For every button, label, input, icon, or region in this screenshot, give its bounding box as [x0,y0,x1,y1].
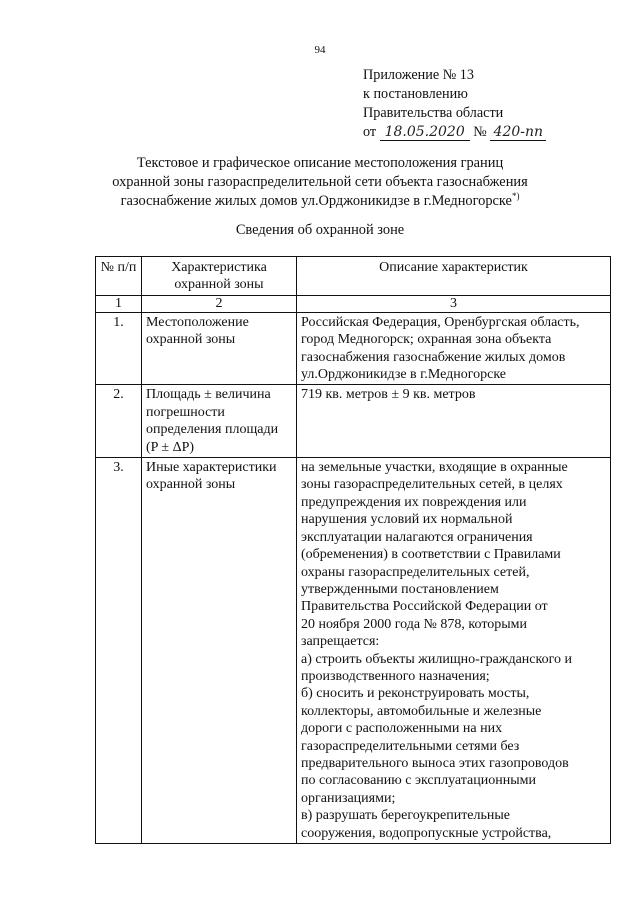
description-line: а) строить объекты жилищно-гражданского и [301,651,572,667]
header-characteristic: Характеристика охранной зоны [142,257,297,296]
description-line: охраны газораспределительных сетей, [301,564,530,580]
column-number-row [96,295,611,312]
description-line: утвержденными постановлением [301,581,499,597]
row-description: Российская Федерация, Оренбургская область, город Медногорск; охранная зона объекта газоснабжения газоснабжение жилых домов ул.Орджоникидзе в г.Медногорске [297,312,611,385]
handwritten-date: 18.05.2020 [380,125,470,141]
description-line: предупреждения их повреждения или [301,494,527,510]
appendix-line-3: Правительства области [363,105,504,121]
description-line: газораспределительными сетями без [301,738,520,754]
zone-table [95,256,611,844]
description-line: (обременения) в соответствии с Правилами [301,547,561,563]
document-title [0,154,640,211]
description-line: б) сносить и реконструировать мосты, [301,686,530,702]
row-number: 3. [96,458,142,844]
appendix-date-line [363,123,546,142]
table-row [96,385,611,458]
row-description: 719 кв. метров ± 9 кв. метров [297,385,611,458]
handwritten-number: 420-пп [490,125,546,141]
description-line: запрещается: [301,634,380,650]
footnote-mark: *) [511,191,520,201]
description-line: 20 ноября 2000 года № 878, которыми [301,616,528,632]
row-number: 1. [96,312,142,385]
row-characteristic: Местоположение охранной зоны [142,312,297,385]
description-line: производственного назначения; [301,668,490,684]
section-title: Сведения об охранной зоне [235,222,405,238]
row-number: 2. [96,385,142,458]
description-line: коллекторы, автомобильные и железные [301,703,542,719]
table-header-row [96,257,611,296]
appendix-line-2: к постановлению [363,86,468,102]
header-description: Описание характеристик [297,257,611,296]
title-line-3 [0,192,640,211]
description-line: нарушения условий их нормальной [301,512,513,528]
table-row [96,458,611,844]
title-line-3-text: газоснабжение жилых домов ул.Орджоникидзе в г.Медногорске [120,193,512,209]
number-label: № [473,124,487,140]
description-line: в) разрушать берегоукрепительные [301,808,511,824]
description-line: дороги с расположенными на них [301,721,503,737]
row-description [297,458,611,844]
description-line: на земельные участки, входящие в охранные [301,460,568,476]
column-number-2: 2 [142,295,297,312]
description-line: сооружения, водопропускные устройства, [301,825,552,841]
appendix-block [363,66,546,142]
header-number: № п/п [96,257,142,296]
description-line: Правительства Российской Федерации от [301,599,548,615]
row-characteristic: Иные характеристики охранной зоны [142,458,297,844]
description-line: по согласованию с эксплуатационными [301,773,536,789]
title-line-1: Текстовое и графическое описание местоположения границ [136,155,504,171]
row-characteristic: Площадь ± величина погрешности определения площади (P ± ΔP) [142,385,297,458]
from-label: от [363,124,377,140]
title-line-2: охранной зоны газораспределительной сети объекта газоснабжения [112,174,528,190]
table-row [96,312,611,385]
appendix-line-1: Приложение № 13 [363,67,474,83]
column-number-3: 3 [297,295,611,312]
description-line: зоны газораспределительных сетей, в целях [301,477,563,493]
page-number: 94 [314,44,326,56]
description-line: эксплуатации налагаются ограничения [301,529,533,545]
column-number-1: 1 [96,295,142,312]
description-line: предварительного выноса этих газопроводов [301,755,569,771]
description-line: организациями; [301,790,396,806]
